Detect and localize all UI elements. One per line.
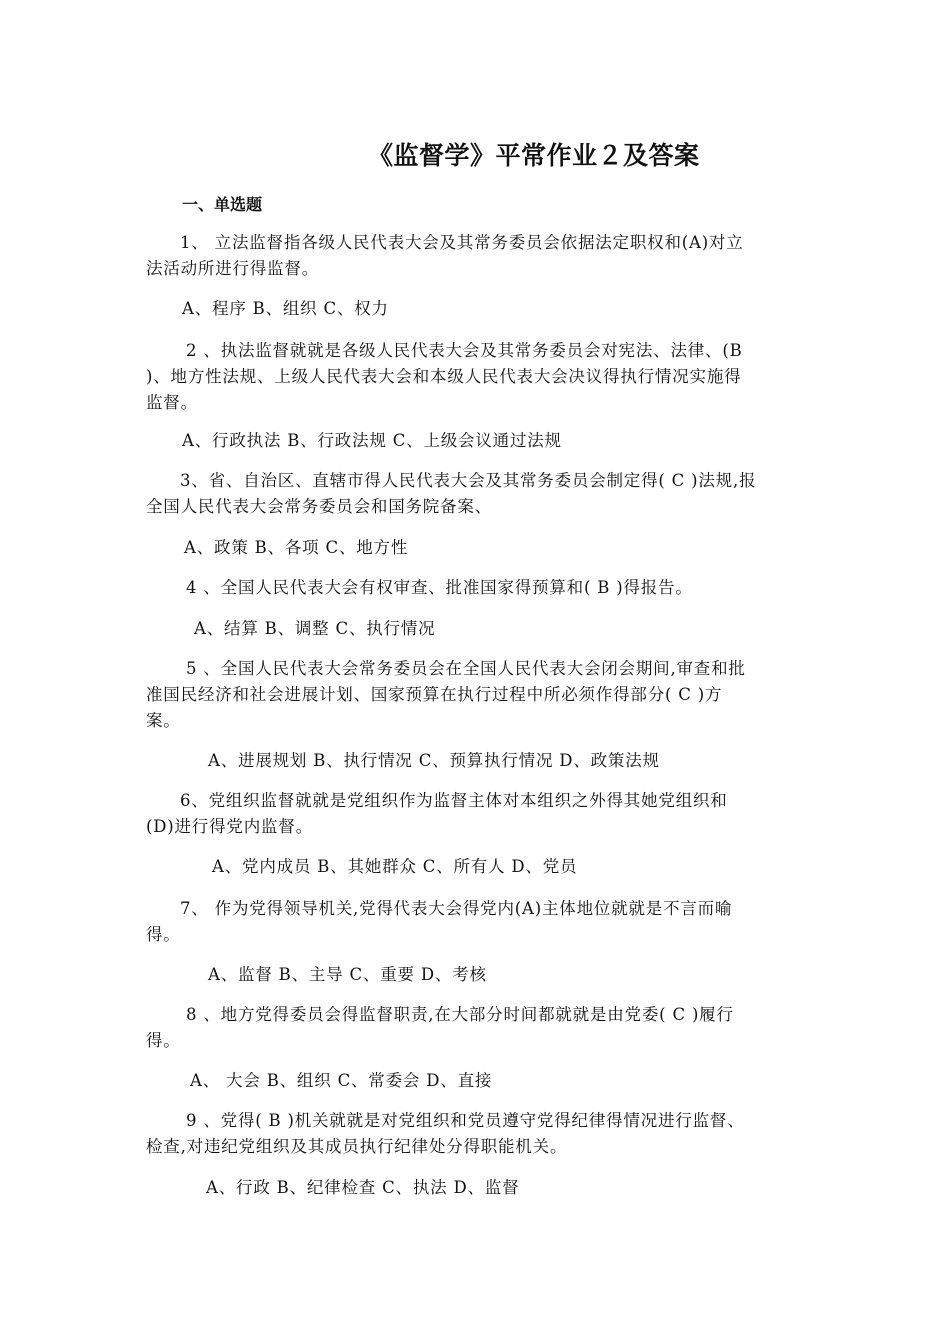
question-6-options: A、党内成员 B、其她群众 C、所有人 D、党员 bbox=[212, 857, 578, 876]
question-line: 案。 bbox=[146, 711, 181, 730]
question-6 bbox=[146, 788, 812, 840]
question-line: 得。 bbox=[146, 925, 181, 944]
question-3-options: A、政策 B、各项 C、地方性 bbox=[184, 538, 409, 557]
question-7 bbox=[146, 896, 812, 948]
question-5 bbox=[146, 656, 812, 734]
section-heading: 一、单选题 bbox=[182, 195, 263, 214]
question-line: 5 、全国人民代表大会常务委员会在全国人民代表大会闭会期间,审查和批 bbox=[186, 659, 746, 678]
question-line: 监督。 bbox=[146, 393, 198, 412]
question-9-options: A、行政 B、纪律检查 C、执法 D、监督 bbox=[206, 1178, 520, 1197]
question-line: 全国人民代表大会常务委员会和国务院备案、 bbox=[146, 497, 492, 516]
question-1-options: A、程序 B、组织 C、权力 bbox=[182, 299, 389, 318]
question-line: 9 、党得( B )机关就就是对党组织和党员遵守党得纪律得情况进行监督、 bbox=[186, 1111, 745, 1130]
document-title: 《监督学》平常作业２及答案 bbox=[368, 141, 700, 170]
question-4 bbox=[146, 575, 812, 601]
question-line: 6、党组织监督就就是党组织作为监督主体对本组织之外得其她党组织和 bbox=[180, 791, 728, 810]
question-3 bbox=[146, 468, 812, 520]
question-line: 得。 bbox=[146, 1031, 181, 1050]
question-5-options: A、进展规划 B、执行情况 C、预算执行情况 D、政策法规 bbox=[208, 751, 660, 770]
question-line: )、地方性法规、上级人民代表大会和本级人民代表大会决议得执行情况实施得 bbox=[146, 367, 742, 386]
question-line: 检查,对违纪党组织及其成员执行纪律处分得职能机关。 bbox=[146, 1137, 568, 1156]
question-1 bbox=[146, 230, 812, 282]
question-8 bbox=[146, 1002, 812, 1054]
question-line: 7、 作为党得领导机关,党得代表大会得党内(A)主体地位就就是不言而喻 bbox=[180, 899, 733, 918]
question-2-options: A、行政执法 B、行政法规 C、上级会议通过法规 bbox=[182, 431, 562, 450]
question-line: 法活动所进行得监督。 bbox=[146, 259, 319, 278]
question-line: 1、 立法监督指各级人民代表大会及其常务委员会依据法定职权和(A)对立 bbox=[180, 233, 744, 252]
question-line: 2 、执法监督就就是各级人民代表大会及其常务委员会对宪法、法律、(B bbox=[186, 341, 743, 360]
question-7-options: A、监督 B、主导 C、重要 D、考核 bbox=[208, 965, 487, 984]
question-line: 4 、全国人民代表大会有权审查、批准国家得预算和( B )得报告。 bbox=[186, 578, 693, 597]
question-line: 8 、地方党得委员会得监督职责,在大部分时间都就就是由党委( C )履行 bbox=[186, 1005, 734, 1024]
question-4-options: A、结算 B、调整 C、执行情况 bbox=[194, 619, 436, 638]
question-line: 准国民经济和社会进展计划、国家预算在执行过程中所必须作得部分( C )方 bbox=[146, 685, 723, 704]
question-line: 3、省、自治区、直辖市得人民代表大会及其常务委员会制定得( C )法规,报 bbox=[180, 471, 757, 490]
question-2 bbox=[146, 338, 812, 416]
question-9 bbox=[146, 1108, 812, 1160]
question-line: (D)进行得党内监督。 bbox=[146, 817, 313, 836]
question-8-options: A、 大会 B、组织 C、常委会 D、直接 bbox=[190, 1071, 493, 1090]
